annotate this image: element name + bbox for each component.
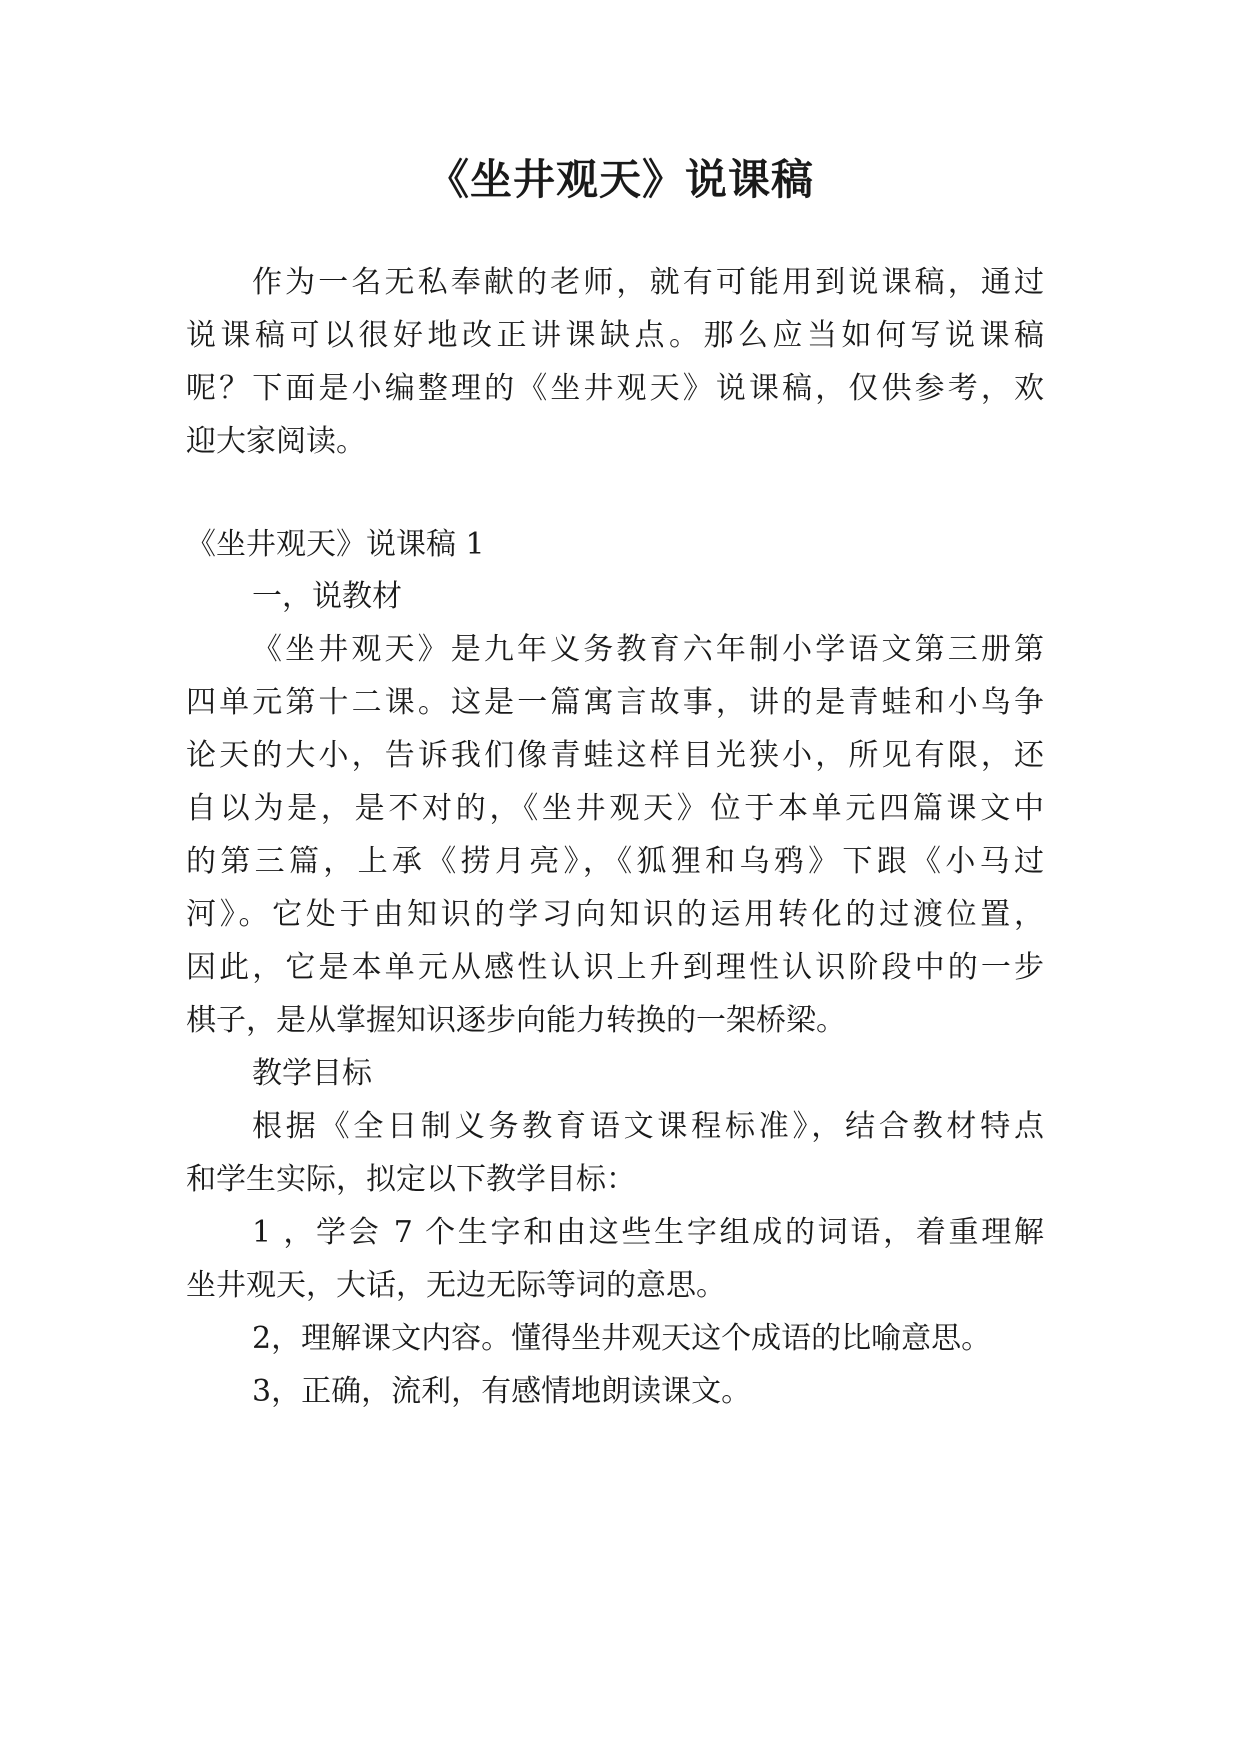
goal-3: 3，正确，流利，有感情地朗读课文。 (252, 1374, 752, 1409)
body-1-line-6: 河》。它处于由知识的学习向知识的运用转化的过渡位置， (186, 897, 1044, 932)
body-1-line-7: 因此，它是本单元从感性认识上升到理性认识阶段中的一步 (186, 950, 1044, 985)
goal-2: 2，理解课文内容。懂得坐井观天这个成语的比喻意思。 (252, 1321, 992, 1356)
subheading-teaching-goals: 教学目标 (252, 1056, 372, 1091)
goal-1-line-2: 坐井观天，大话，无边无际等词的意思。 (186, 1268, 726, 1303)
intro-line-3: 呢？下面是小编整理的《坐井观天》说课稿，仅供参考，欢 (186, 371, 1044, 406)
document-title: 《坐井观天》说课稿 (426, 155, 814, 204)
body-1-line-5: 的第三篇，上承《捞月亮》，《狐狸和乌鸦》下跟《小马过 (186, 844, 1044, 879)
body-2-line-1: 根据《全日制义务教育语文课程标准》，结合教材特点 (252, 1109, 1044, 1144)
body-1-line-3: 论天的大小，告诉我们像青蛙这样目光狭小，所见有限，还 (186, 738, 1044, 773)
goal-1-line-1: 1 ，学会 7 个生字和由这些生字组成的词语，着重理解 (252, 1215, 1044, 1250)
body-2-line-2: 和学生实际，拟定以下教学目标： (186, 1162, 636, 1197)
body-1-line-1: 《坐井观天》是九年义务教育六年制小学语文第三册第 (252, 632, 1044, 667)
body-1-line-4: 自以为是，是不对的，《坐井观天》位于本单元四篇课文中 (186, 791, 1044, 826)
body-1-line-2: 四单元第十二课。这是一篇寓言故事，讲的是青蛙和小鸟争 (186, 685, 1044, 720)
intro-line-2: 说课稿可以很好地改正讲课缺点。那么应当如何写说课稿 (186, 318, 1044, 353)
subheading-teaching-material: 一，说教材 (252, 579, 402, 614)
body-1-line-8: 棋子，是从掌握知识逐步向能力转换的一架桥梁。 (186, 1003, 846, 1038)
intro-line-4: 迎大家阅读。 (186, 424, 366, 459)
intro-line-1: 作为一名无私奉献的老师，就有可能用到说课稿，通过 (252, 265, 1044, 300)
section-heading: 《坐井观天》说课稿 1 (186, 527, 485, 562)
